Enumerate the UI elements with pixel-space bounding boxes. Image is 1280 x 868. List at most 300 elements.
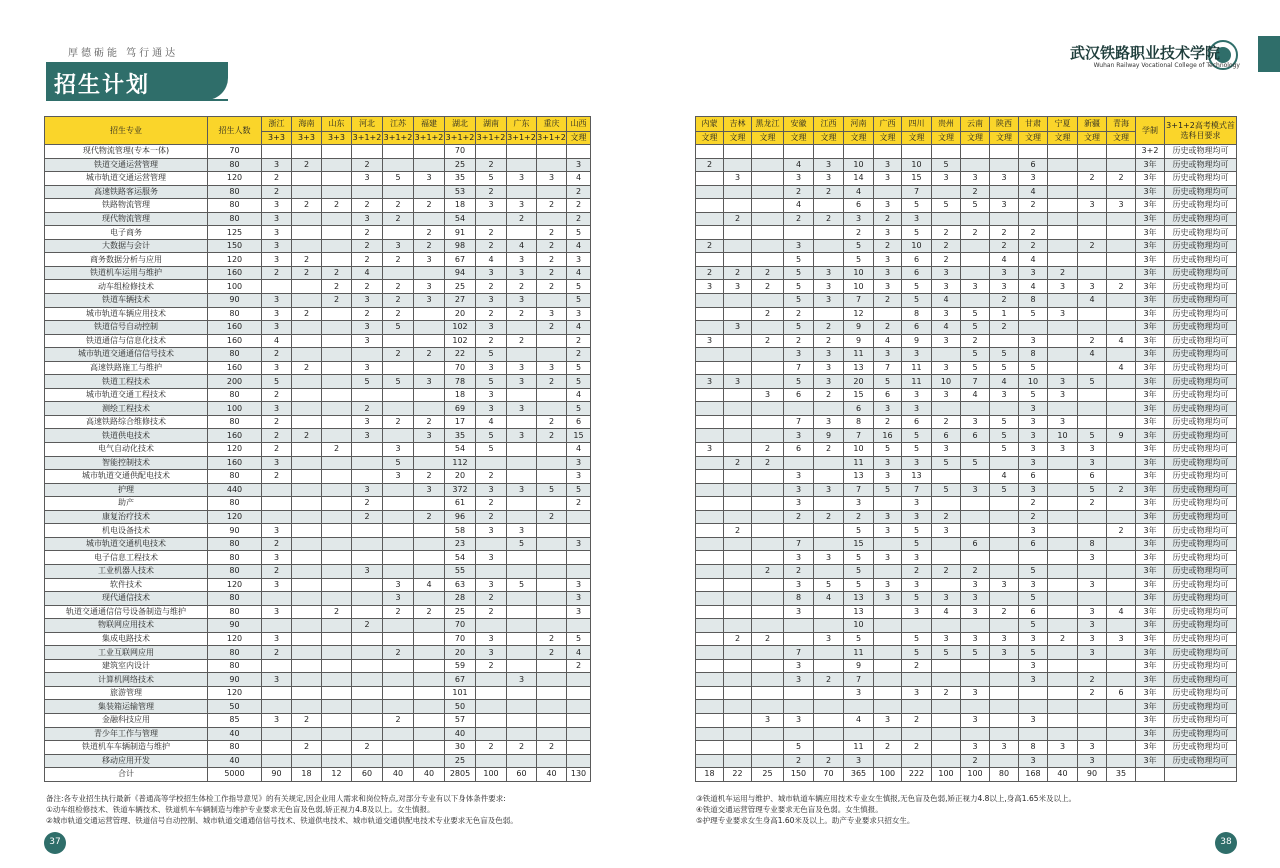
table-cell: 3年 [1136,727,1165,741]
table-cell: 3 [352,415,383,429]
table-cell: 17 [445,415,476,429]
table-cell [414,727,445,741]
table-cell: 100 [961,768,990,782]
table-cell [507,443,537,457]
table-cell [874,632,902,646]
table-cell: 5 [567,375,591,389]
table-cell [352,700,383,714]
table-cell: 3 [537,361,567,375]
table-cell [292,294,322,308]
table-cell: 历史或物理均可 [1165,158,1237,172]
table-cell [322,388,352,402]
table-cell [262,754,292,768]
table-cell: 3 [1048,307,1078,321]
table-row [45,713,591,727]
note-line: ②城市轨道交通运营管理、铁道信号自动控制、城市轨道交通通信信号技术、铁道供电技术、城市轨道交通供配电技术专业要求无色盲及色弱。 [46,816,518,825]
table-cell [292,537,322,551]
table-cell: 13 [844,605,874,619]
table-cell: 40 [1048,768,1078,782]
table-cell: 5 [990,429,1019,443]
table-cell [961,619,990,633]
table-cell: 4 [990,253,1019,267]
table-cell [696,361,724,375]
major-name-cell: 金融科技应用 [45,713,208,727]
table-cell [537,294,567,308]
table-cell: 3 [352,294,383,308]
table-cell [322,212,352,226]
table-cell: 2 [961,334,990,348]
table-cell [537,334,567,348]
table-cell: 6 [961,537,990,551]
table-cell [1048,321,1078,335]
table-cell: 历史或物理均可 [1165,619,1237,633]
table-cell [383,145,414,159]
table-cell [1107,592,1136,606]
major-name-cell: 城市轨道交通工程技术 [45,388,208,402]
table-cell: 历史或物理均可 [1165,564,1237,578]
table-cell: 3 [262,239,292,253]
table-cell [322,564,352,578]
table-cell: 5 [990,483,1019,497]
table-cell: 5 [1019,646,1048,660]
table-cell [352,592,383,606]
table-cell [814,402,844,416]
table-cell [752,226,784,240]
table-cell: 2 [752,632,784,646]
table-row [45,185,591,199]
table-cell: 2 [1019,510,1048,524]
table-cell [961,673,990,687]
table-cell: 4 [990,375,1019,389]
major-name-cell: 城市轨道交通供配电技术 [45,470,208,484]
header-province: 福建 [414,117,445,132]
table-cell [262,741,292,755]
table-cell: 8 [1019,348,1048,362]
table-cell: 3 [902,510,932,524]
table-cell: 2 [292,158,322,172]
table-cell: 3 [874,592,902,606]
table-row [696,402,1237,416]
table-cell: 90 [1078,768,1107,782]
table-row [45,686,591,700]
table-cell [292,700,322,714]
table-row [696,673,1237,687]
table-cell: 2 [874,741,902,755]
table-cell: 2 [262,564,292,578]
table-cell [262,483,292,497]
table-cell: 80 [208,497,262,511]
table-cell [352,659,383,673]
table-cell: 3 [814,158,844,172]
header-province: 宁夏 [1048,117,1078,132]
table-cell [752,659,784,673]
table-cell: 2 [507,212,537,226]
table-cell [262,686,292,700]
table-cell: 3 [932,361,961,375]
page-title: 招生计划 [54,73,151,98]
table-row [45,646,591,660]
table-cell [784,402,814,416]
table-cell [1048,524,1078,538]
table-cell: 3 [476,321,507,335]
table-cell: 7 [902,185,932,199]
table-cell [752,185,784,199]
table-cell: 7 [844,673,874,687]
table-cell [724,415,752,429]
table-cell [1078,727,1107,741]
college-name-en: Wuhan Railway Vocational College of Technology [1093,62,1240,69]
table-cell: 40 [537,768,567,782]
table-cell [696,673,724,687]
table-cell: 3 [262,713,292,727]
table-cell [537,605,567,619]
table-cell [961,470,990,484]
table-cell [874,700,902,714]
table-cell: 5 [844,578,874,592]
table-cell [322,686,352,700]
major-name-cell: 集成电路技术 [45,632,208,646]
table-cell: 历史或物理均可 [1165,429,1237,443]
table-cell: 102 [445,334,476,348]
table-cell: 2 [752,280,784,294]
table-cell [696,429,724,443]
table-cell: 2 [476,158,507,172]
table-cell [724,307,752,321]
table-cell [1048,564,1078,578]
table-cell [932,551,961,565]
table-cell [874,646,902,660]
table-row [45,443,591,457]
table-cell [752,158,784,172]
table-row [45,321,591,335]
table-cell: 2 [814,185,844,199]
table-cell: 2 [752,266,784,280]
table-row [45,199,591,213]
table-row [696,578,1237,592]
table-cell: 3 [1019,578,1048,592]
table-cell: 5 [784,266,814,280]
table-cell: 2 [352,307,383,321]
table-cell: 3年 [1136,172,1165,186]
table-cell [537,388,567,402]
table-cell: 11 [844,741,874,755]
table-cell: 3 [902,578,932,592]
table-cell: 7 [844,429,874,443]
table-cell [696,321,724,335]
table-cell: 3 [814,280,844,294]
table-row [45,348,591,362]
table-row [45,172,591,186]
table-cell: 9 [844,321,874,335]
table-cell: 2 [383,280,414,294]
table-cell: 2 [322,199,352,213]
table-cell: 6 [1019,537,1048,551]
table-cell: 2 [537,266,567,280]
table-row [45,253,591,267]
table-cell [696,524,724,538]
table-cell [724,253,752,267]
table-cell: 2 [352,253,383,267]
table-cell: 4 [262,334,292,348]
table-cell [752,172,784,186]
table-cell [383,524,414,538]
table-cell: 5 [844,239,874,253]
table-cell [322,727,352,741]
table-cell: 3+2 [1136,145,1165,159]
table-cell [1078,415,1107,429]
table-cell: 5 [476,429,507,443]
table-cell [507,592,537,606]
table-row [696,199,1237,213]
table-cell [352,713,383,727]
table-cell: 历史或物理均可 [1165,415,1237,429]
table-cell [902,673,932,687]
table-cell: 3 [507,172,537,186]
table-cell: 3 [932,592,961,606]
table-cell [932,619,961,633]
table-cell [322,348,352,362]
table-cell: 9 [844,659,874,673]
table-cell [752,375,784,389]
table-cell: 5 [844,551,874,565]
table-cell [1107,537,1136,551]
table-cell [537,686,567,700]
table-cell [1107,497,1136,511]
table-cell [322,592,352,606]
table-row [696,172,1237,186]
table-cell: 3 [476,524,507,538]
table-cell [990,524,1019,538]
major-name-cell: 商务数据分析与应用 [45,253,208,267]
table-cell [932,700,961,714]
table-cell: 5 [476,348,507,362]
table-cell: 3年 [1136,524,1165,538]
table-cell [322,659,352,673]
table-cell: 25 [445,754,476,768]
table-cell [292,375,322,389]
table-cell: 3年 [1136,402,1165,416]
table-cell: 6 [902,415,932,429]
table-cell: 4 [507,239,537,253]
table-cell: 3 [262,321,292,335]
table-cell [537,402,567,416]
table-cell [507,321,537,335]
table-cell: 160 [208,266,262,280]
table-cell: 2 [1107,524,1136,538]
table-cell [696,388,724,402]
table-cell [414,646,445,660]
table-cell: 3年 [1136,443,1165,457]
table-cell: 2 [874,294,902,308]
table-cell: 58 [445,524,476,538]
table-cell: 20 [445,646,476,660]
table-cell: 3 [724,375,752,389]
table-cell: 2 [784,334,814,348]
table-cell: 3 [932,632,961,646]
table-cell: 2 [814,443,844,457]
major-name-cell: 青少年工作与管理 [45,727,208,741]
table-cell: 3 [262,199,292,213]
table-cell: 2 [262,388,292,402]
table-cell: 3 [724,280,752,294]
table-cell [352,578,383,592]
table-cell: 2 [902,564,932,578]
header-mode: 文理 [814,132,844,145]
table-cell [1078,592,1107,606]
table-cell [1107,375,1136,389]
table-cell [507,686,537,700]
table-cell: 9 [814,429,844,443]
table-row [696,334,1237,348]
table-cell: 10 [1019,375,1048,389]
table-cell [784,700,814,714]
header-province: 浙江 [262,117,292,132]
table-cell: 7 [784,415,814,429]
table-cell: 3年 [1136,280,1165,294]
table-cell: 22 [445,348,476,362]
table-cell [932,578,961,592]
table-cell: 18 [292,768,322,782]
table-cell [1078,659,1107,673]
table-cell: 8 [784,592,814,606]
table-cell: 6 [1107,686,1136,700]
table-cell [1107,239,1136,253]
table-row [696,361,1237,375]
table-cell: 2 [1078,497,1107,511]
table-cell: 2 [476,334,507,348]
table-cell: 3 [874,348,902,362]
table-cell: 2 [322,605,352,619]
table-cell [696,686,724,700]
table-cell: 2 [961,564,990,578]
table-cell [1048,754,1078,768]
table-cell [262,510,292,524]
table-cell: 3 [1019,172,1048,186]
header-province: 山东 [322,117,352,132]
table-cell: 70 [445,632,476,646]
table-cell: 3 [752,388,784,402]
table-cell: 3 [784,713,814,727]
table-cell [507,158,537,172]
table-cell [1048,253,1078,267]
table-cell [476,713,507,727]
table-cell [696,483,724,497]
table-cell: 2 [352,619,383,633]
table-cell: 3 [262,578,292,592]
table-cell: 15 [902,172,932,186]
table-cell [537,348,567,362]
table-cell: 40 [414,768,445,782]
table-cell: 历史或物理均可 [1165,741,1237,755]
table-cell: 2 [1019,199,1048,213]
table-cell [814,470,844,484]
table-cell [383,700,414,714]
table-cell [322,497,352,511]
table-cell: 4 [476,415,507,429]
table-cell: 6 [902,266,932,280]
table-cell [724,470,752,484]
school-motto: 厚德砺能 笃行通达 [68,48,179,59]
table-row [45,741,591,755]
table-cell [537,470,567,484]
table-cell: 18 [445,199,476,213]
table-cell: 5 [902,280,932,294]
table-cell: 4 [476,253,507,267]
table-cell [961,253,990,267]
table-row [696,158,1237,172]
table-cell: 80 [208,564,262,578]
table-cell [567,510,591,524]
table-row [696,307,1237,321]
header-mode: 文理 [990,132,1019,145]
table-cell [1107,646,1136,660]
table-cell: 2 [537,280,567,294]
table-cell: 2 [961,754,990,768]
table-cell: 历史或物理均可 [1165,754,1237,768]
table-cell: 5 [932,456,961,470]
table-cell: 2 [322,266,352,280]
table-cell [383,659,414,673]
table-cell: 3 [844,497,874,511]
table-cell: 3年 [1136,592,1165,606]
table-cell [814,239,844,253]
table-cell [696,456,724,470]
table-cell [292,754,322,768]
table-cell [352,686,383,700]
table-cell: 20 [445,470,476,484]
notes-right [696,793,1076,826]
table-cell: 历史或物理均可 [1165,145,1237,159]
table-cell: 3 [696,280,724,294]
table-cell: 3 [507,253,537,267]
table-cell: 3 [1019,632,1048,646]
table-cell: 2 [567,334,591,348]
table-cell: 2 [352,226,383,240]
table-cell: 2 [932,564,961,578]
table-cell [1107,388,1136,402]
table-cell: 3年 [1136,605,1165,619]
table-cell: 11 [844,348,874,362]
table-row [696,483,1237,497]
table-cell: 2 [537,253,567,267]
table-cell [752,497,784,511]
table-cell: 3年 [1136,429,1165,443]
table-cell [383,266,414,280]
table-cell [292,280,322,294]
table-cell: 2 [352,741,383,755]
table-cell: 5 [902,592,932,606]
table-cell: 13 [844,470,874,484]
table-cell: 3 [262,632,292,646]
table-cell [874,564,902,578]
table-cell [1078,321,1107,335]
table-cell: 3 [874,456,902,470]
table-cell: 70 [208,145,262,159]
table-cell: 3 [262,456,292,470]
table-cell: 3 [961,713,990,727]
table-cell [990,334,1019,348]
table-cell: 2 [262,443,292,457]
table-cell [724,483,752,497]
table-cell: 3 [1019,429,1048,443]
table-cell: 4 [1019,280,1048,294]
table-cell: 3年 [1136,294,1165,308]
table-cell: 78 [445,375,476,389]
table-cell [752,510,784,524]
table-cell [814,713,844,727]
table-cell: 80 [208,646,262,660]
table-cell: 2 [292,361,322,375]
